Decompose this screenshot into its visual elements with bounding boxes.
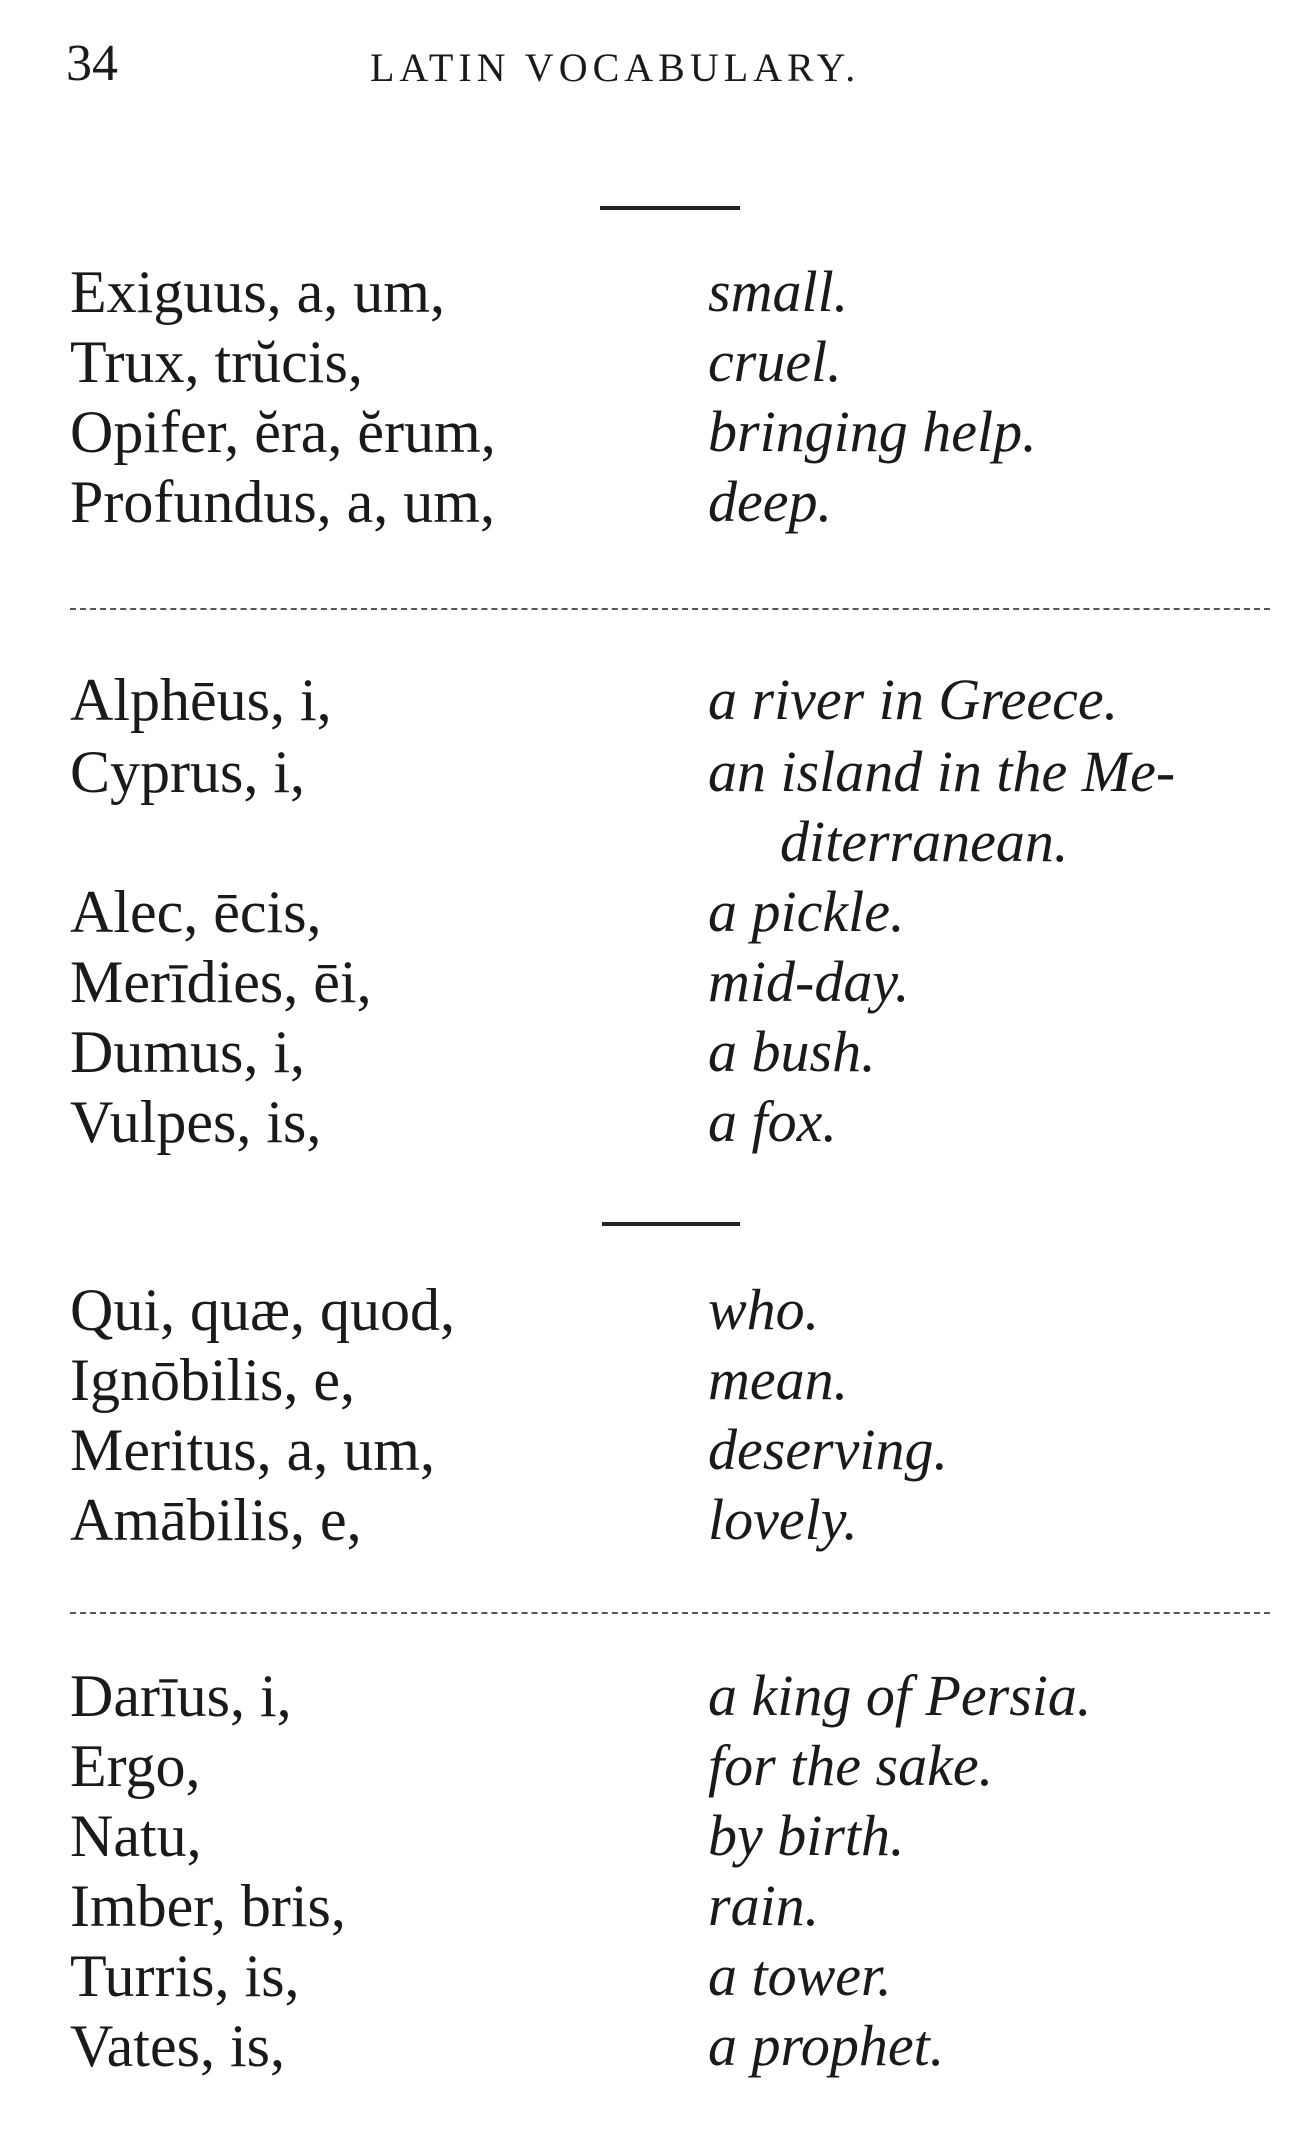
latin-term: Vates, is, bbox=[70, 2013, 285, 2079]
vocab-entry bbox=[70, 878, 1280, 946]
english-meaning: mid-day. bbox=[708, 949, 910, 1014]
english-meaning: lovely. bbox=[708, 1487, 858, 1552]
vocab-entry bbox=[70, 468, 1280, 536]
vocab-entry bbox=[70, 1732, 1280, 1800]
vocab-entry bbox=[70, 1416, 1280, 1484]
section-divider-short bbox=[602, 1222, 740, 1226]
latin-term: Exiguus, a, um, bbox=[70, 259, 445, 325]
latin-term: Amābilis, e, bbox=[70, 1487, 362, 1553]
vocab-entry bbox=[70, 1662, 1280, 1730]
section-divider-short bbox=[600, 206, 740, 210]
vocab-entry bbox=[70, 2012, 1280, 2080]
english-meaning: a fox. bbox=[708, 1089, 837, 1154]
vocab-entry bbox=[70, 1018, 1280, 1086]
english-meaning: deep. bbox=[708, 469, 832, 534]
latin-term: Qui, quæ, quod, bbox=[70, 1277, 456, 1343]
section-divider-long bbox=[70, 608, 1270, 610]
latin-term: Ignōbilis, e, bbox=[70, 1347, 355, 1413]
english-meaning: small. bbox=[708, 259, 849, 324]
vocab-entry bbox=[70, 1942, 1280, 2010]
latin-term: Natu, bbox=[70, 1803, 202, 1869]
vocab-entry bbox=[70, 666, 1280, 734]
vocab-entry bbox=[70, 1346, 1280, 1414]
latin-term: Dumus, i, bbox=[70, 1019, 306, 1085]
english-meaning: a bush. bbox=[708, 1019, 876, 1084]
vocab-entry bbox=[70, 948, 1280, 1016]
english-meaning: mean. bbox=[708, 1347, 849, 1412]
page-title: LATIN VOCABULARY. bbox=[370, 45, 861, 90]
vocab-entry bbox=[70, 738, 1280, 806]
latin-term: Trux, trŭcis, bbox=[70, 329, 363, 395]
vocab-entry bbox=[70, 1276, 1280, 1344]
english-meaning: a pickle. bbox=[708, 879, 905, 944]
english-meaning: cruel. bbox=[708, 329, 842, 394]
english-meaning: who. bbox=[708, 1277, 820, 1342]
vocab-entry bbox=[70, 1872, 1280, 1940]
vocab-entry bbox=[70, 1802, 1280, 1870]
section-divider-long bbox=[70, 1612, 1270, 1614]
latin-term: Cyprus, i, bbox=[70, 739, 306, 805]
english-meaning-continuation: diterranean. bbox=[780, 809, 1069, 874]
english-meaning: a tower. bbox=[708, 1943, 892, 2008]
latin-term: Meritus, a, um, bbox=[70, 1417, 435, 1483]
english-meaning: deserving. bbox=[708, 1417, 948, 1482]
latin-term: Alec, ēcis, bbox=[70, 879, 322, 945]
latin-term: Opifer, ĕra, ĕrum, bbox=[70, 399, 496, 465]
english-meaning: rain. bbox=[708, 1873, 820, 1938]
english-meaning: an island in the Me- bbox=[708, 739, 1176, 804]
vocab-entry bbox=[70, 1088, 1280, 1156]
vocab-entry-continuation bbox=[70, 808, 1280, 876]
latin-term: Ergo, bbox=[70, 1733, 201, 1799]
latin-term: Profundus, a, um, bbox=[70, 469, 495, 535]
vocab-entry bbox=[70, 1486, 1280, 1554]
english-meaning: bringing help. bbox=[708, 399, 1037, 464]
latin-term: Vulpes, is, bbox=[70, 1089, 322, 1155]
english-meaning: for the sake. bbox=[708, 1733, 994, 1798]
page-number: 34 bbox=[66, 35, 118, 92]
latin-term: Alphēus, i, bbox=[70, 667, 332, 733]
english-meaning: by birth. bbox=[708, 1803, 905, 1868]
latin-term: Darīus, i, bbox=[70, 1663, 292, 1729]
english-meaning: a river in Greece. bbox=[708, 667, 1119, 732]
vocab-entry bbox=[70, 328, 1280, 396]
english-meaning: a prophet. bbox=[708, 2013, 945, 2078]
latin-term: Turris, is, bbox=[70, 1943, 300, 2009]
latin-term: Imber, bris, bbox=[70, 1873, 346, 1939]
english-meaning: a king of Persia. bbox=[708, 1663, 1092, 1728]
vocab-entry bbox=[70, 258, 1280, 326]
latin-term: Merīdies, ēi, bbox=[70, 949, 372, 1015]
vocab-entry bbox=[70, 398, 1280, 466]
